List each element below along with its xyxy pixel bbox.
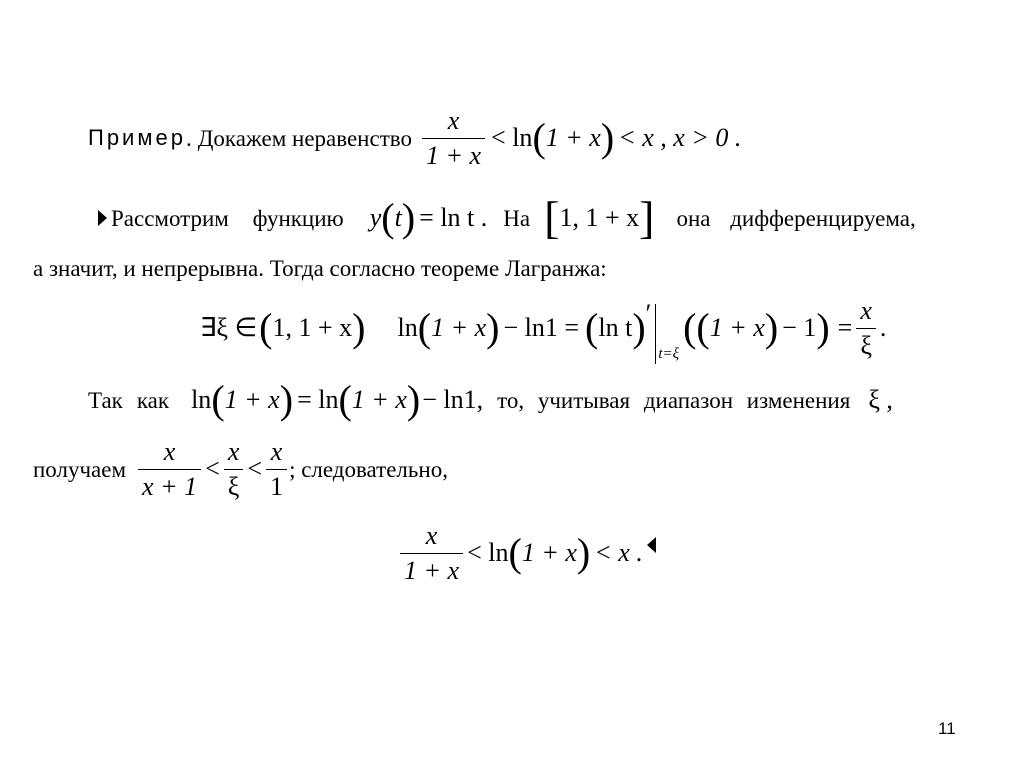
paren-open: ( [508,530,522,575]
paren-open: ( [381,195,395,240]
bracket-open: [ [544,192,560,243]
paren-open: ( [259,305,273,350]
paren-open: ( [417,305,432,350]
proof-differentiable-text: она дифференцируема, [676,205,916,231]
since-line [88,375,998,425]
function-y: y [369,203,382,232]
paren-close: ) [279,377,294,422]
proof-start-marker-icon [98,210,107,226]
example-tail: < x , x > 0 . [618,123,742,152]
since-tail-text: то, учитывая диапазон изменения [497,387,851,413]
lagrange-interval: 1, 1 + x [272,313,353,342]
mult-rest: − 1 [782,313,817,342]
result-fraction-denominator: 1 + x [404,555,460,585]
obtain-less-2: < [247,454,263,483]
fraction-bar [422,138,485,139]
obtain-fraction-2-numerator: x [227,437,240,467]
result-fraction-numerator: x [425,521,438,551]
paren-open: ( [683,305,697,350]
since-word-1: Так [88,387,123,413]
fraction-bar [400,553,463,554]
fraction-bar [138,469,201,470]
evaluation-bar [655,304,656,364]
paren-close: ) [406,377,421,422]
obtain-line [33,431,448,507]
page-number: 11 [938,719,956,738]
paren-open: ( [532,115,546,160]
paren-close: ) [576,530,591,575]
paren-close: ) [352,305,366,350]
obtain-lead-text: получаем [33,456,127,482]
paren-close: ) [632,305,646,350]
lagrange-ln-arg: 1 + x [431,313,487,342]
proof-line-2: а значит, и непрерывна. Тогда согласно теореме Лагранжа: [33,256,607,281]
paren-close: ) [816,305,830,350]
interval-text: 1, 1 + x [559,203,640,232]
paren-close: ) [600,115,615,160]
lagrange-dot: . [879,313,887,342]
paren-open: ( [696,305,710,350]
result-ln: < ln [467,538,509,567]
paren-close: ) [401,195,416,240]
lagrange-fraction [856,297,876,359]
lagrange-formula [200,293,886,363]
example-ln: < ln [491,123,533,152]
result-line [400,515,656,591]
function-t: t [394,203,402,232]
since-ln-1: ln [191,385,212,414]
obtain-less-1: < [205,454,220,483]
paren-open: ( [585,305,599,350]
paren-close: ) [486,305,500,350]
obtain-fraction-2 [224,438,244,500]
lagrange-fraction-numerator: x [860,296,872,326]
proof-line-1 [98,193,998,243]
example-label: Пример [88,125,186,150]
since-xi: ξ , [868,385,893,414]
obtain-fraction-3 [266,438,287,500]
paren-open: ( [211,377,225,422]
fraction-bar [266,469,287,470]
result-ln-arg: 1 + x [521,538,577,567]
example-ln-arg: 1 + x [545,123,601,152]
obtain-fraction-3-denominator: 1 [270,471,284,501]
obtain-fraction-1 [138,438,201,500]
paren-open: ( [338,377,352,422]
proof-on-text: На [503,205,531,231]
lagrange-diff-rest: − ln1 = [503,313,580,342]
example-fraction-numerator: x [447,106,460,136]
exists-xi: ∃ξ ∈ [200,313,258,342]
result-tail: < x . [594,538,643,567]
example-line [88,103,741,173]
function-def: = ln t . [419,203,488,232]
example-label-dot: . [185,125,192,151]
since-minus-ln1: − ln1, [422,385,484,414]
example-lead-text: Докажем неравенство [197,125,412,151]
derivative-prime: ′ [645,299,652,328]
example-fraction-denominator: 1 + x [425,140,482,170]
lagrange-ln: ln [397,313,418,342]
bracket-close: ] [639,192,655,243]
since-word-2: как [136,387,170,413]
derivative-inner: ln t [598,313,633,342]
proof-consider-text: Рассмотрим функцию [111,205,344,231]
result-fraction [400,522,463,584]
since-arg-1: 1 + x [224,385,280,414]
obtain-fraction-2-denominator: ξ [227,471,240,501]
lagrange-fraction-denominator: ξ [860,330,872,360]
proof-end-marker-icon [647,537,656,553]
paren-close: ) [764,305,779,350]
since-eq-ln: = ln [297,385,339,414]
obtain-tail-text: ; следовательно, [289,456,448,482]
obtain-fraction-1-numerator: x [163,437,176,467]
fraction-bar [856,328,876,329]
example-fraction [422,107,485,169]
lagrange-equals: = [837,313,853,342]
obtain-fraction-3-numerator: x [270,437,283,467]
mult-inner: 1 + x [709,313,765,342]
fraction-bar [224,469,244,470]
since-arg-2: 1 + x [351,385,407,414]
obtain-fraction-1-denominator: x + 1 [142,471,198,501]
evaluation-subscript: t=ξ [658,345,680,362]
